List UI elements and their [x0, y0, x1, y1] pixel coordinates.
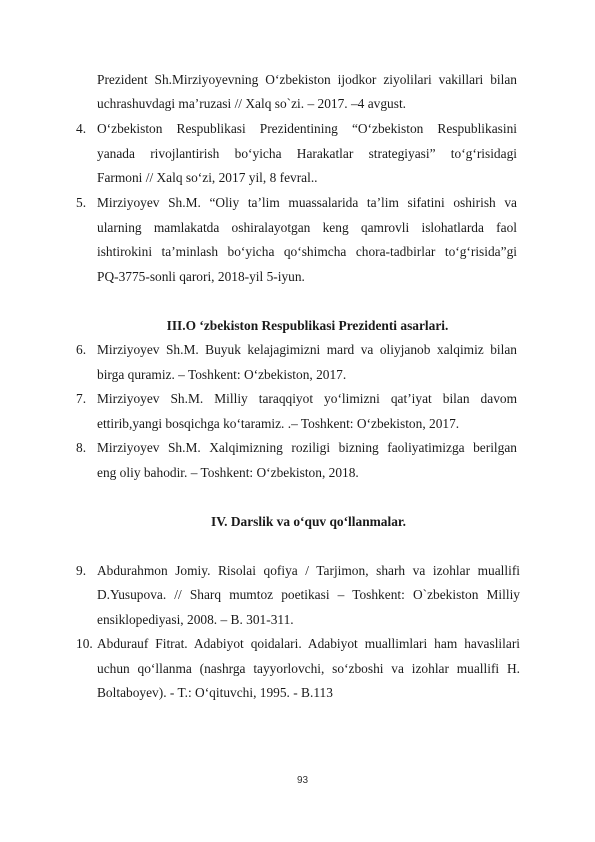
ref-line: ularning mamlakatda oshiralayotgan keng qamrovli islohatlarda faol — [97, 220, 517, 235]
ref-number: 5. — [76, 195, 87, 210]
section-heading: III.O ‘zbekiston Respublikasi Prezidenti asarlari. — [166, 318, 449, 333]
ref-number: 9. — [76, 563, 87, 578]
ref-number: 7. — [76, 391, 87, 406]
ref-number: 8. — [76, 440, 87, 455]
ref-line: ishtirokini ta’minlash bo‘yicha qo‘shimcha chora-tadbirlar to‘g‘risida”gi — [97, 244, 517, 259]
ref-line: Mirziyoyev Sh.M. Xalqimizning roziligi bizning faoliyatimizga berilgan — [97, 440, 517, 455]
ref-continuation-line: uchrashuvdagi ma’ruzasi // Xalq so`zi. – 2017. –4 avgust. — [97, 96, 407, 111]
ref-line: ensiklopediyasi, 2008. – B. 301-311. — [97, 612, 294, 627]
ref-line: yanada rivojlantirish bo‘yicha Harakatlar strategiyasi” to‘g‘risidagi — [97, 146, 517, 161]
ref-line: uchun qo‘llanma (nashrga tayyorlovchi, so‘zboshi va izohlar muallifi H. — [97, 661, 520, 676]
ref-line: Abdurahmon Jomiy. Risolai qofiya / Tarjimon, sharh va izohlar muallifi — [97, 563, 520, 578]
ref-line: eng oliy bahodir. – Toshkent: O‘zbekiston, 2018. — [97, 465, 359, 480]
ref-line: D.Yusupova. // Sharq mumtoz poetikasi – Toshkent: O`zbekiston Milliy — [97, 587, 520, 602]
section-heading: IV. Darslik va o‘quv qo‘llanmalar. — [211, 514, 406, 529]
ref-line: birga quramiz. – Toshkent: O‘zbekiston, 2017. — [97, 367, 347, 382]
ref-line: Boltaboyev). - T.: O‘qituvchi, 1995. - B.113 — [97, 685, 333, 700]
ref-number: 6. — [76, 342, 87, 357]
ref-line: Abdurauf Fitrat. Adabiyot qoidalari. Adabiyot muallimlari ham havaslilari — [97, 636, 520, 651]
ref-line: Farmoni // Xalq so‘zi, 2017 yil, 8 fevral.. — [97, 170, 318, 185]
ref-line: ettirib,yangi bosqichga ko‘taramiz. .– Toshkent: O‘zbekiston, 2017. — [97, 416, 460, 431]
ref-line: Mirziyoyev Sh.M. Milliy taraqqiyot yo‘limizni qat’iyat bilan davom — [97, 391, 517, 406]
ref-line: Mirziyoyev Sh.M. “Oliy ta’lim muassalarida ta’lim sifatini oshirish va — [97, 195, 517, 210]
ref-line: PQ-3775-sonli qarori, 2018-yil 5-iyun. — [97, 269, 305, 284]
page-number: 93 — [296, 775, 309, 786]
ref-line: O‘zbekiston Respublikasi Prezidentining “O‘zbekiston Respublikasini — [97, 121, 517, 136]
ref-line: Mirziyoyev Sh.M. Buyuk kelajagimizni mard va oliyjanob xalqimiz bilan — [97, 342, 517, 357]
ref-number: 4. — [76, 121, 87, 136]
ref-number: 10. — [76, 636, 93, 651]
ref-continuation-line: Prezident Sh.Mirziyoyevning O‘zbekiston ijodkor ziyolilari vakillari bilan — [97, 72, 517, 87]
